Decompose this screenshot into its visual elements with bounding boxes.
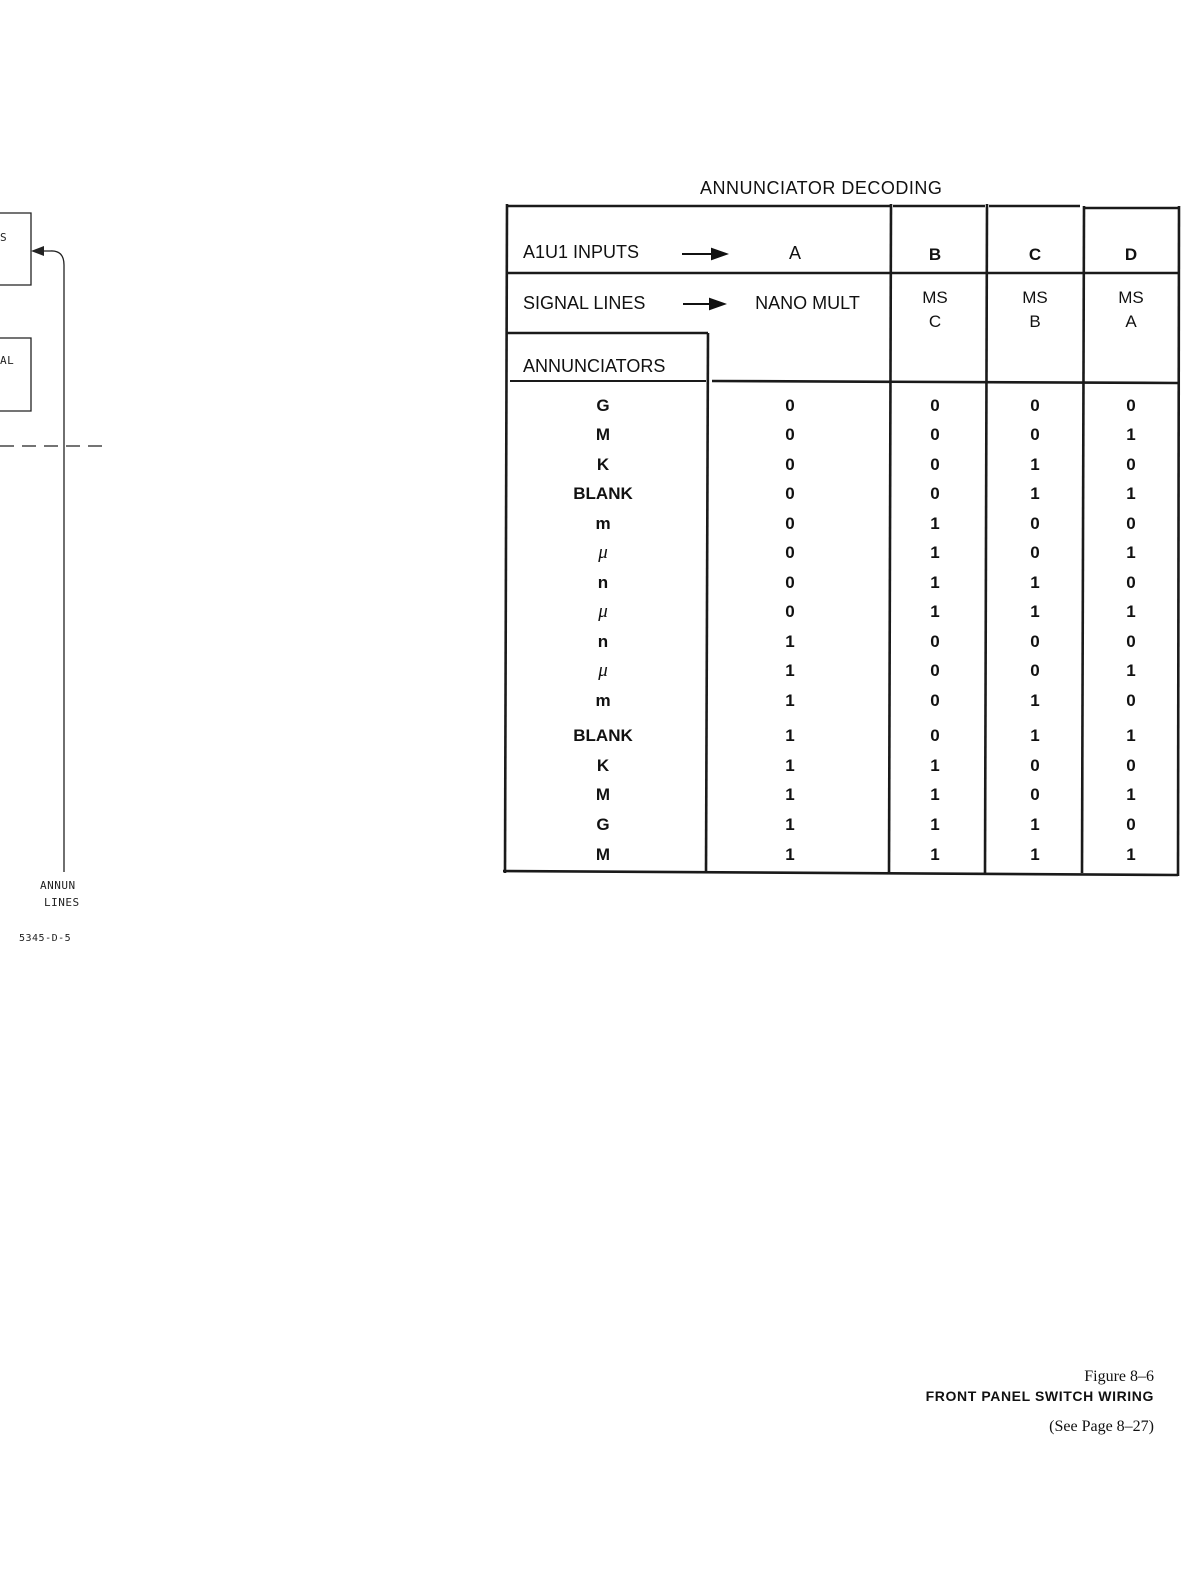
annunciator-cell: m (595, 514, 611, 533)
bit-cell-b: 1 (930, 543, 940, 562)
bit-cell-d: 1 (1126, 845, 1136, 864)
bit-cell-d: 1 (1126, 484, 1136, 503)
box-1-outline (0, 213, 31, 285)
annunciator-cell: K (596, 455, 610, 474)
see-page-ref: (See Page 8–27) (1049, 1418, 1154, 1435)
bit-cell-c: 1 (1030, 815, 1040, 834)
bit-cell-b: 0 (930, 484, 940, 503)
bit-cell-c: 1 (1030, 691, 1040, 710)
bit-cell-c: 0 (1030, 396, 1040, 415)
bit-cell-a: 1 (785, 632, 795, 651)
annunciator-cell: M (595, 845, 611, 864)
bit-cell-b: 0 (930, 661, 940, 680)
lines-label: LINES (44, 896, 80, 909)
annunciator-cell: n (597, 573, 609, 592)
figure-number: Figure 8–6 (1084, 1368, 1154, 1385)
inputs-label: A1U1 INPUTS (523, 242, 640, 262)
bit-cell-c: 0 (1030, 514, 1040, 533)
bit-cell-b: 1 (930, 602, 940, 621)
bit-cell-b: 0 (930, 425, 940, 444)
annunciator-cell: BLANK (573, 484, 633, 503)
bit-cell-c: 1 (1030, 602, 1040, 621)
bit-cell-a: 0 (785, 573, 795, 592)
bit-cell-d: 1 (1126, 543, 1136, 562)
bit-cell-a: 0 (785, 543, 795, 562)
bit-cell-d: 1 (1126, 425, 1136, 444)
bit-cell-d: 0 (1126, 396, 1136, 415)
col-c-signal-1: MS (1022, 288, 1048, 307)
bit-cell-d: 0 (1126, 573, 1136, 592)
annunciator-cell: G (596, 396, 610, 415)
bit-cell-a: 1 (785, 726, 795, 745)
col-a-signal: NANO MULT (755, 293, 860, 313)
drawing-id: 5345-D-5 (19, 933, 72, 944)
bit-cell-b: 1 (930, 785, 940, 804)
figure-title: FRONT PANEL SWITCH WIRING (925, 1388, 1154, 1404)
col-a-input: A (788, 243, 801, 263)
bit-cell-d: 0 (1126, 756, 1136, 775)
annunciator-cell: μ (598, 660, 608, 681)
bit-cell-b: 1 (930, 815, 940, 834)
bit-cell-c: 0 (1030, 632, 1040, 651)
bit-cell-d: 0 (1126, 691, 1136, 710)
bit-cell-c: 0 (1030, 756, 1040, 775)
bit-cell-a: 1 (785, 691, 795, 710)
bit-cell-a: 1 (785, 785, 795, 804)
annunciator-cell: n (597, 632, 609, 651)
bit-cell-d: 1 (1126, 602, 1136, 621)
wire-arrowhead (31, 246, 44, 256)
bit-cell-a: 1 (785, 661, 795, 680)
bit-cell-b: 0 (930, 632, 940, 651)
annunciator-cell: K (596, 756, 610, 775)
col-c-input: C (1028, 245, 1042, 264)
bit-cell-a: 1 (785, 756, 795, 775)
bit-cell-a: 0 (785, 396, 795, 415)
bit-cell-b: 1 (930, 514, 940, 533)
bit-cell-b: 1 (930, 573, 940, 592)
bit-cell-b: 0 (930, 455, 940, 474)
annunciator-cell: G (596, 815, 610, 834)
annun-wire (40, 251, 64, 872)
annunciator-cell: M (595, 425, 611, 444)
signal-lines-label: SIGNAL LINES (523, 293, 646, 313)
annun-label: ANNUN (40, 879, 76, 892)
bit-cell-d: 0 (1126, 632, 1136, 651)
col-b-signal-2: C (928, 312, 942, 331)
box-1-label: S (0, 231, 8, 244)
bit-cell-b: 0 (930, 396, 940, 415)
bit-cell-c: 1 (1030, 455, 1040, 474)
col-c-signal-2: B (1029, 312, 1041, 331)
bit-cell-d: 0 (1126, 815, 1136, 834)
bit-cell-a: 0 (785, 455, 795, 474)
bit-cell-d: 1 (1126, 661, 1136, 680)
bit-cell-d: 1 (1126, 785, 1136, 804)
bit-cell-a: 1 (785, 815, 795, 834)
bit-cell-d: 1 (1126, 726, 1136, 745)
bit-cell-c: 1 (1030, 484, 1040, 503)
annunciator-cell: BLANK (573, 726, 633, 745)
bit-cell-b: 1 (930, 756, 940, 775)
bit-cell-a: 0 (785, 602, 795, 621)
annunciators-label: ANNUNCIATORS (523, 356, 666, 376)
box-2-outline (0, 338, 31, 411)
annunciator-cell: μ (598, 542, 608, 563)
col-b-input: B (928, 245, 942, 264)
col-b-signal-1: MS (922, 288, 948, 307)
bit-cell-a: 0 (785, 514, 795, 533)
bit-cell-b: 0 (930, 691, 940, 710)
bit-cell-c: 0 (1030, 661, 1040, 680)
bit-cell-c: 0 (1030, 425, 1040, 444)
bit-cell-a: 1 (785, 845, 795, 864)
col-d-signal-2: A (1125, 312, 1137, 331)
figure-caption (926, 1368, 1154, 1436)
annunciator-cell: μ (598, 601, 608, 622)
bit-cell-b: 0 (930, 726, 940, 745)
bit-cell-a: 0 (785, 484, 795, 503)
bit-cell-c: 1 (1030, 573, 1040, 592)
bit-cell-d: 0 (1126, 514, 1136, 533)
col-d-input: D (1124, 245, 1138, 264)
bit-cell-c: 1 (1030, 726, 1040, 745)
bit-cell-d: 0 (1126, 455, 1136, 474)
bit-cell-c: 1 (1030, 845, 1040, 864)
bit-cell-a: 0 (785, 425, 795, 444)
bit-cell-c: 0 (1030, 785, 1040, 804)
bit-cell-b: 1 (930, 845, 940, 864)
box-2-label: AL (0, 354, 15, 367)
annunciator-cell: M (595, 785, 611, 804)
table-title: ANNUNCIATOR DECODING (700, 178, 943, 198)
col-d-signal-1: MS (1118, 288, 1144, 307)
bit-cell-c: 0 (1030, 543, 1040, 562)
annunciator-cell: m (595, 691, 611, 710)
